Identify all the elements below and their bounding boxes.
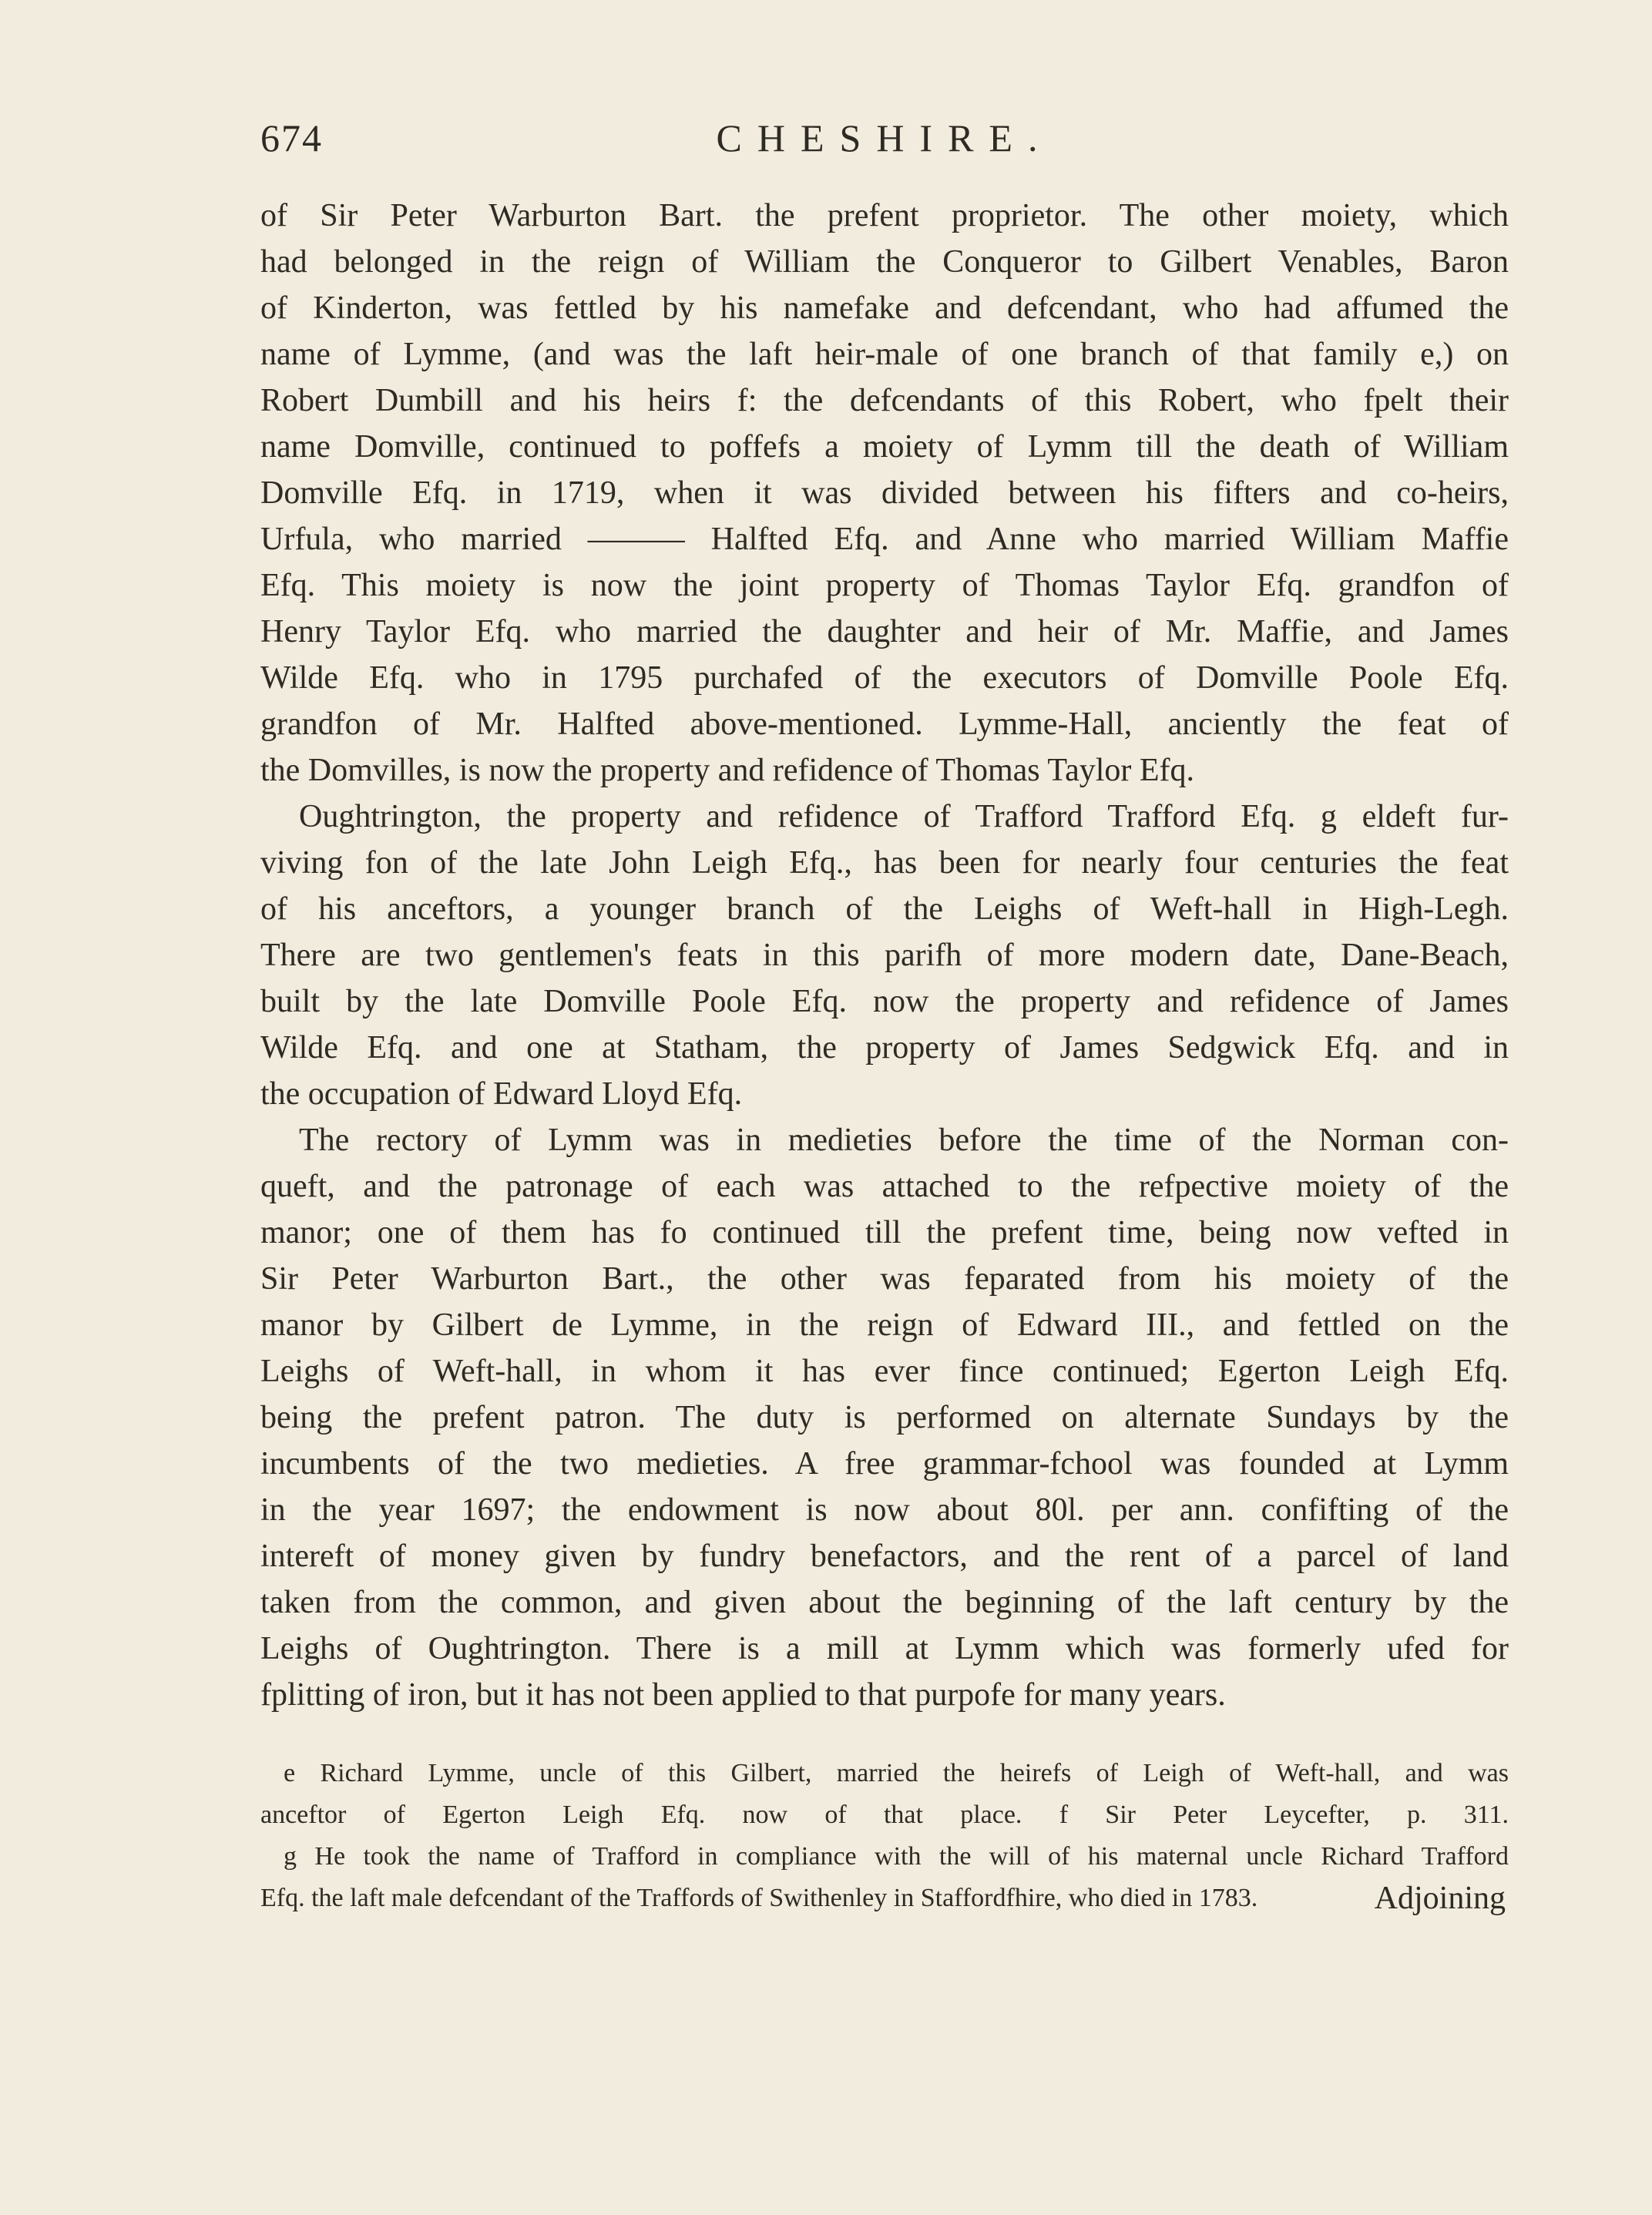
body-line: grandfon of Mr. Halfted above-mentioned. Lymme-Hall, anciently the feat of (260, 706, 1509, 742)
body-line: There are two gentlemen's feats in this parifh of more modern date, Dane-Beach, (260, 938, 1509, 973)
page-header (260, 116, 1509, 169)
body-line: Oughtrington, the property and refidence of Trafford Trafford Efq. g eldeft fur- (299, 799, 1509, 834)
body-line: of his anceftors, a younger branch of the Leighs of Weft-hall in High-Legh. (260, 891, 1509, 927)
page-number: 674 (260, 116, 323, 159)
body-line: taken from the common, and given about the beginning of the laft century by the (260, 1585, 1509, 1620)
body-line: name of Lymme, (and was the laft heir-male of one branch of that family e,) on (260, 337, 1509, 372)
body-line: Domville Efq. in 1719, when it was divided between his fifters and co-heirs, (260, 475, 1509, 511)
body-line: built by the late Domville Poole Efq. now the property and refidence of James (260, 984, 1509, 1019)
footnote-line: anceftor of Egerton Leigh Efq. now of that place. f Sir Peter Leycefter, p. 311. (260, 1801, 1509, 1829)
body-line: Wilde Efq. and one at Statham, the property of James Sedgwick Efq. and in (260, 1030, 1509, 1066)
body-line: Leighs of Oughtrington. There is a mill at Lymm which was formerly ufed for (260, 1631, 1509, 1666)
body-line: in the year 1697; the endowment is now about 80l. per ann. confifting of the (260, 1492, 1509, 1528)
body-line: manor by Gilbert de Lymme, in the reign of Edward III., and fettled on the (260, 1307, 1509, 1343)
footnote-line: Efq. the laft male defcendant of the Traffords of Swithenley in Staffordfhire, who died in 1783. (260, 1884, 1258, 1912)
body-line: viving fon of the late John Leigh Efq., has been for nearly four centuries the feat (260, 845, 1509, 881)
body-text (260, 193, 1509, 1718)
footnote-line: g He took the name of Trafford in compliance with the will of his maternal uncle Richard Trafford (284, 1842, 1509, 1871)
body-line: Wilde Efq. who in 1795 purchafed of the executors of Domville Poole Efq. (260, 660, 1509, 696)
catchword: Adjoining (1374, 1881, 1506, 1916)
body-line: name Domville, continued to poffefs a moiety of Lymm till the death of William (260, 429, 1509, 465)
body-line: queft, and the patronage of each was attached to the refpective moiety of the (260, 1169, 1509, 1204)
body-line: of Sir Peter Warburton Bart. the prefent proprietor. The other moiety, which (260, 198, 1509, 233)
body-line: Efq. This moiety is now the joint property of Thomas Taylor Efq. grandfon of (260, 568, 1509, 603)
body-line: Sir Peter Warburton Bart., the other was feparated from his moiety of the (260, 1261, 1509, 1297)
body-line: Urfula, who married ——— Halfted Efq. and Anne who married William Maffie (260, 522, 1509, 557)
footnote-line: e Richard Lymme, uncle of this Gilbert, married the heirefs of Leigh of Weft-hall, and was (284, 1759, 1509, 1787)
body-line: fplitting of iron, but it has not been applied to that purpofe for many years. (260, 1677, 1226, 1713)
body-line: the Domvilles, is now the property and refidence of Thomas Taylor Efq. (260, 753, 1195, 788)
body-line: The rectory of Lymm was in medieties before the time of the Norman con- (299, 1123, 1509, 1158)
body-line: incumbents of the two medieties. A free grammar-fchool was founded at Lymm (260, 1446, 1509, 1482)
body-line: being the prefent patron. The duty is performed on alternate Sundays by the (260, 1400, 1509, 1435)
footnotes (260, 1753, 1509, 1919)
body-line: Henry Taylor Efq. who married the daughter and heir of Mr. Maffie, and James (260, 614, 1509, 649)
body-line: Leighs of Weft-hall, in whom it has ever fince continued; Egerton Leigh Efq. (260, 1354, 1509, 1389)
body-line: of Kinderton, was fettled by his namefake and defcendant, who had affumed the (260, 290, 1509, 326)
body-line: Robert Dumbill and his heirs f: the defcendants of this Robert, who fpelt their (260, 383, 1509, 418)
body-line: the occupation of Edward Lloyd Efq. (260, 1076, 743, 1112)
body-line: had belonged in the reign of William the Conqueror to Gilbert Venables, Baron (260, 244, 1509, 280)
body-line: manor; one of them has fo continued till the prefent time, being now vefted in (260, 1215, 1509, 1250)
body-line: intereft of money given by fundry benefactors, and the rent of a parcel of land (260, 1539, 1509, 1574)
running-head: CHESHIRE. (716, 116, 1053, 159)
